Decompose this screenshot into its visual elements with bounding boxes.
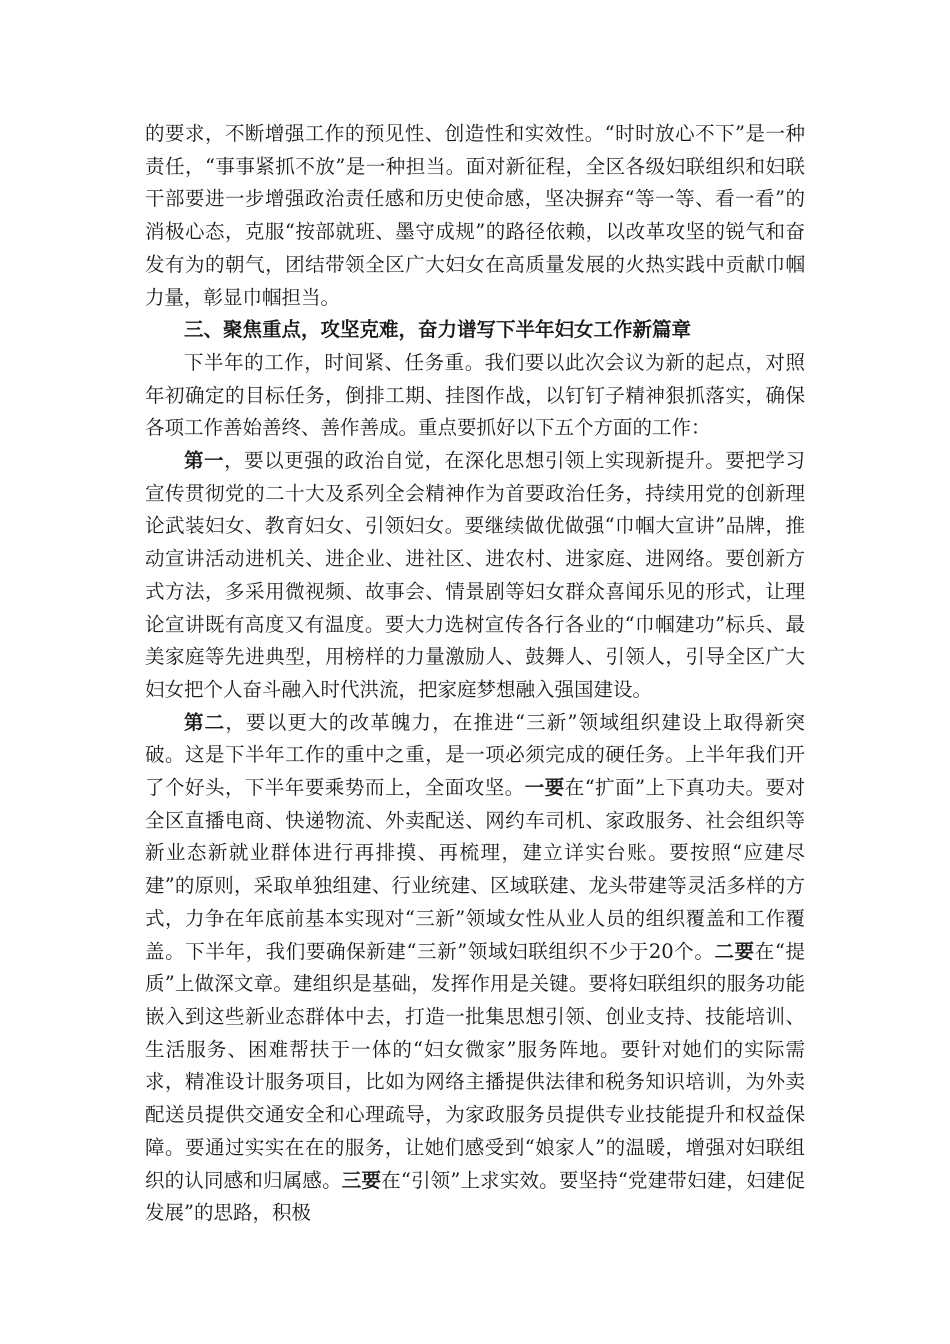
point-2-text-d: 在“引领”上求实效。要坚持“党建带妇建，妇建促发展”的思路，积极 [145, 1168, 805, 1225]
point-2-label: 第二 [184, 710, 226, 734]
sub-point-1-label: 一要 [524, 776, 565, 800]
paragraph-continuation: 的要求，不断增强工作的预见性、创造性和实效性。“时时放心不下”是一种责任，“事事紧抓不放”是一种担当。面对新征程，全区各级妇联组织和妇联干部要进一步增强政治责任感和历史使命感，坚决摒弃“等一等、看一看”的消极心态，克服“按部就班、墨守成规”的路径依赖，以改革攻坚的锐气和奋发有为的朝气，团结带领全区广大妇女在高质量发展的火热实践中贡献巾帼力量，彰显巾帼担当。 [145, 122, 805, 309]
sub-point-3-label: 三要 [341, 1168, 382, 1192]
point-2-text-b: 在“扩面”上下真功夫。要对全区直播电商、快递物流、外卖配送、网约车司机、家政服务、社会组织等新业态新就业群体进行再排摸、再梳理，建立详实台账。要按照“应建尽建”的原则，采取单独组建、行业统建、区域联建、龙头带建等灵活多样的方式，力争在年底前基本实现对“三新”领域女性从业人员的组织覆盖和工作覆盖。下半年，我们要确保新建“三新”领域妇联组织不少于20个。 [145, 776, 805, 963]
point-2-text-c: 在“提质”上做深文章。建组织是基础，发挥作用是关键。要将妇联组织的服务功能嵌入到这些新业态群体中去，打造一批集思想引领、创业支持、技能培训、生活服务、困难帮扶于一体的“妇女微家”服务阵地。要针对她们的实际需求，精准设计服务项目，比如为网络主播提供法律和税务知识培训，为外卖配送员提供交通安全和心理疏导，为家政服务员提供专业技能提升和权益保障。要通过实实在在的服务，让她们感受到“娘家人”的温暖，增强对妇联组织的认同感和归属感。 [145, 939, 805, 1192]
paragraph-point-1 [145, 445, 805, 707]
point-1-text: ，要以更强的政治自觉，在深化思想引领上实现新提升。要把学习宣传贯彻党的二十大及系列全会精神作为首要政治任务，持续用党的创新理论武装妇女、教育妇女、引领妇女。要继续做优做强“巾帼大宣讲”品牌，推动宣讲活动进机关、进企业、进社区、进农村、进家庭、进网络。要创新方式方法，多采用微视频、故事会、情景剧等妇女群众喜闻乐见的形式，让理论宣讲既有高度又有温度。要大力选树宣传各行各业的“巾帼建功”标兵、最美家庭等先进典型，用榜样的力量激励人、鼓舞人、引领人，引导全区广大妇女把个人奋斗融入时代洪流，把家庭梦想融入强国建设。 [145, 449, 805, 701]
section-heading: 三、聚焦重点，攻坚克难，奋力谱写下半年妇女工作新篇章 [184, 318, 692, 342]
paragraph-intro: 下半年的工作，时间紧、任务重。我们要以此次会议为新的起点，对照年初确定的目标任务，倒排工期、挂图作战，以钉钉子精神狠抓落实，确保各项工作善始善终、善作善成。重点要抓好以下五个方面的工作： [145, 350, 805, 440]
document-page [145, 118, 805, 1230]
sub-point-2-label: 二要 [714, 939, 755, 963]
point-2-text-a: ，要以更大的改革魄力，在推进“三新”领域组织建设上取得新突破。这是下半年工作的重中之重，是一项必须完成的硬任务。上半年我们开了个好头，下半年要乘势而上，全面攻坚。 [145, 710, 805, 800]
point-1-label: 第一 [184, 449, 225, 473]
paragraph-point-2 [145, 707, 805, 1230]
